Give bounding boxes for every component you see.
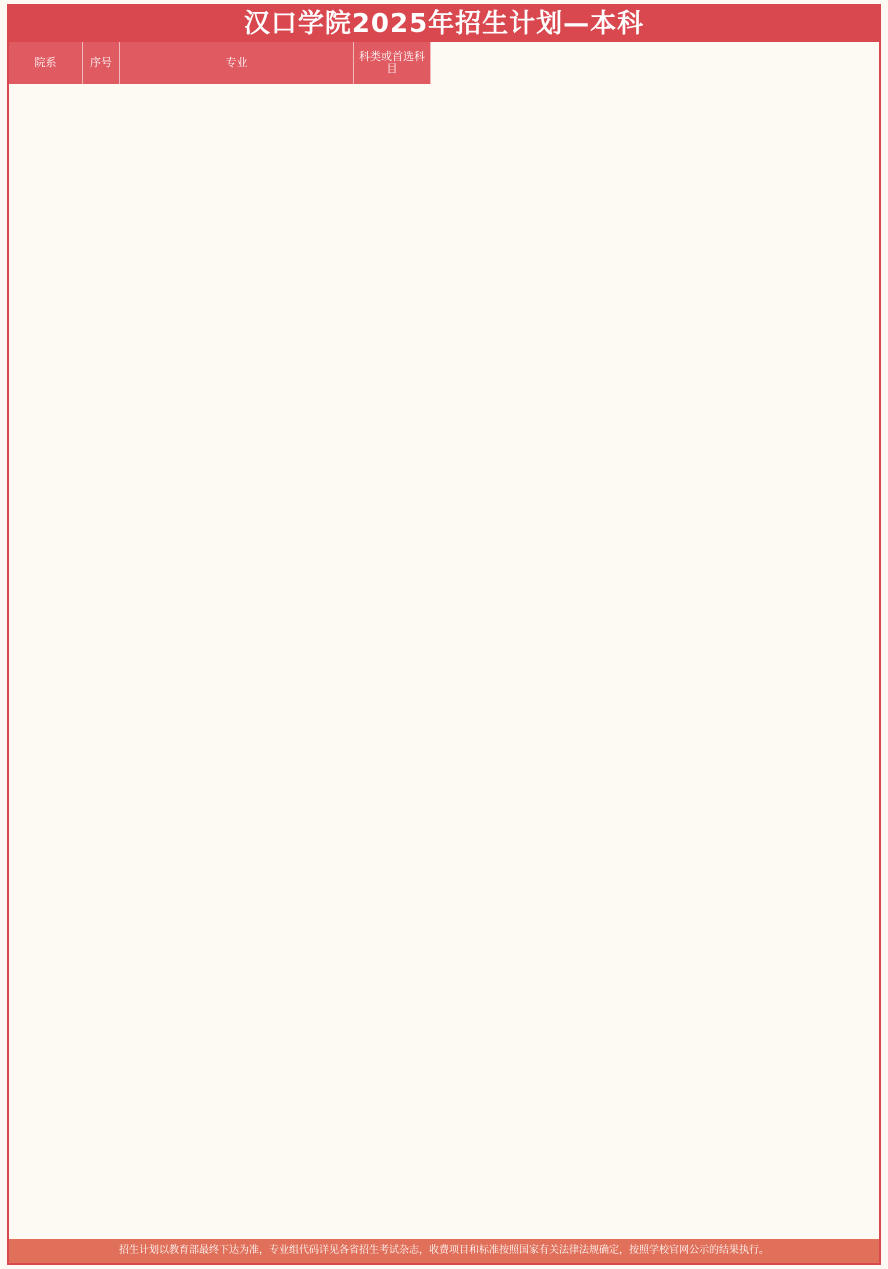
footer-note: 招生计划以教育部最终下达为准，专业组代码详见各省招生考试杂志，收费项目和标准按照国家有关法律法规确定，按照学校官网公示的结果执行。 [9, 1239, 879, 1263]
header-major: 专业 [120, 42, 354, 84]
header-no: 序号 [83, 42, 120, 84]
plan-table-frame [7, 4, 881, 1265]
page-title: 汉口学院2025年招生计划—本科 [9, 6, 879, 42]
header-dept: 院系 [9, 42, 83, 84]
header-subject: 科类或首选科目 [354, 42, 431, 84]
